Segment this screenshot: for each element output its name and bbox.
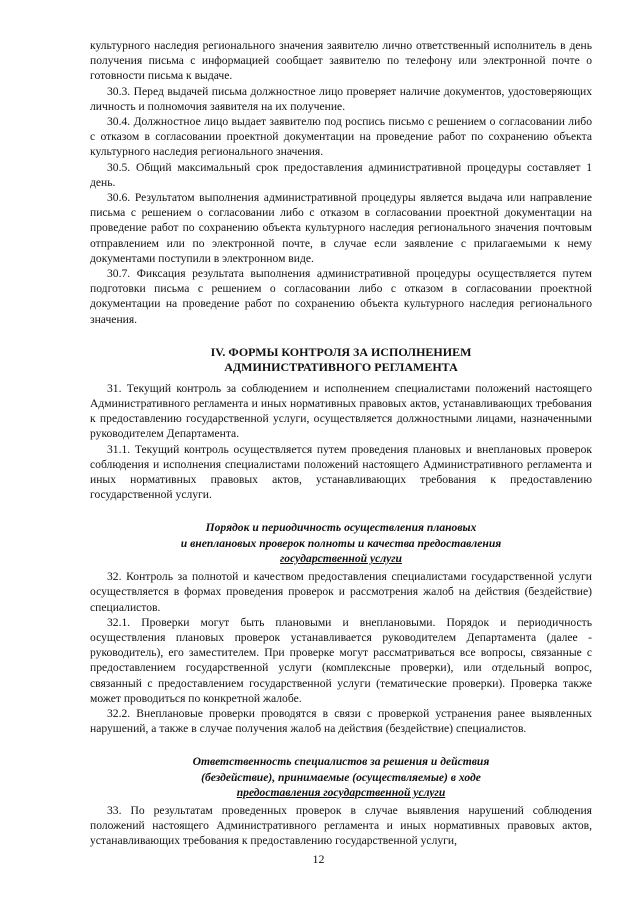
paragraph-30-7: 30.7. Фиксация результата выполнения административной процедуры осуществляется путем подготовки письма с решением о согласовании либо с отказом в согласовании проектной документации на проведение работ по сохранению объекта культурного наследия регионального значения. bbox=[90, 267, 592, 326]
subsection-checks-heading bbox=[90, 520, 592, 566]
subsection-checks-heading-line-3: государственной услуги bbox=[280, 551, 402, 565]
subsection-responsibility-heading bbox=[90, 754, 592, 800]
paragraph-30-6: 30.6. Результатом выполнения административной процедуры является выдача или направление письма с решением о согласовании либо с отказом в согласовании проектной документации на проведение работ по сохранению объекта культурного наследия регионального значения почтовым отправлением или по электронной почте, в случае если заявление с прилагаемыми к нему документами поступили в электронном виде. bbox=[90, 191, 592, 265]
section-4-heading bbox=[90, 345, 592, 375]
subsection-responsibility-heading-line-2: (бездействие), принимаемые (осуществляемые) в ходе bbox=[201, 770, 481, 784]
page-number: 12 bbox=[312, 852, 325, 866]
paragraph-continuation: культурного наследия регионального значения заявителю лично ответственный исполнитель в день получения письма с информацией сообщает заявителю по телефону или электронной почте о готовности письма к выдаче. bbox=[90, 39, 592, 83]
paragraph-31-1: 31.1. Текущий контроль осуществляется путем проведения плановых и внеплановых проверок соблюдения и исполнения специалистами положений настоящего Административного регламента и иных нормативных правовых актов, устанавливающих требования к предоставлению государственной услуги. bbox=[90, 442, 592, 502]
paragraph-32-2: 32.2. Внеплановые проверки проводятся в связи с проверкой устранения ранее выявленных нарушений, а также в случае получения жалоб на действия (бездействие) специалистов. bbox=[90, 706, 592, 736]
paragraph-32: 32. Контроль за полнотой и качеством предоставления специалистами государственной услуги осуществляется в формах проведения проверок и рассмотрения жалоб на действия (бездействие) специалистов. bbox=[90, 570, 592, 614]
paragraph-33: 33. По результатам проведенных проверок в случае выявления нарушений соблюдения положений настоящего Административного регламента и иных нормативных правовых актов, устанавливающих требования к предоставлению государственной услуги, bbox=[90, 803, 592, 848]
section-4-heading-line-1: IV. ФОРМЫ КОНТРОЛЯ ЗА ИСПОЛНЕНИЕМ bbox=[210, 344, 472, 359]
subsection-responsibility-heading-line-1: Ответственность специалистов за решения и действия bbox=[192, 755, 490, 769]
paragraph-32-1: 32.1. Проверки могут быть плановыми и внеплановыми. Порядок и периодичность осуществления плановых проверок устанавливается руководителем Департамента (далее - руководитель), его заместителем. При проверке могут рассматриваться все вопросы, связанные с предоставлением государственной услуги (комплексные проверки), или отдельный вопрос, связанный с предоставлением государственной услуги (тематические проверки). Проверка также может проводиться по конкретной жалобе. bbox=[90, 615, 592, 705]
paragraph-30-4: 30.4. Должностное лицо выдает заявителю под роспись письмо с решением о согласовании либо с отказом в согласовании проектной документации на проведение работ по сохранению объекта культурного наследия регионального значения. bbox=[90, 115, 592, 159]
subsection-checks-heading-line-2: и внеплановых проверок полноты и качества предоставления bbox=[180, 536, 502, 550]
subsection-checks-heading-line-1: Порядок и периодичность осуществления плановых bbox=[205, 521, 477, 535]
paragraph-31: 31. Текущий контроль за соблюдением и исполнением специалистами положений настоящего Административного регламента и иных нормативных правовых актов, устанавливающих требования к предоставлению государственной услуги, осуществляется должностными лицами, назначенными руководителем Департамента. bbox=[90, 381, 592, 441]
paragraph-30-3: 30.3. Перед выдачей письма должностное лицо проверяет наличие документов, удостоверяющих личность и полномочия заявителя на их получение. bbox=[90, 84, 592, 113]
paragraph-30-5: 30.5. Общий максимальный срок предоставления административной процедуры составляет 1 день. bbox=[90, 160, 592, 189]
subsection-responsibility-heading-line-3: предоставления государственной услуги bbox=[236, 785, 446, 799]
section-4-heading-line-2: АДМИНИСТРАТИВНОГО РЕГЛАМЕНТА bbox=[224, 359, 458, 374]
